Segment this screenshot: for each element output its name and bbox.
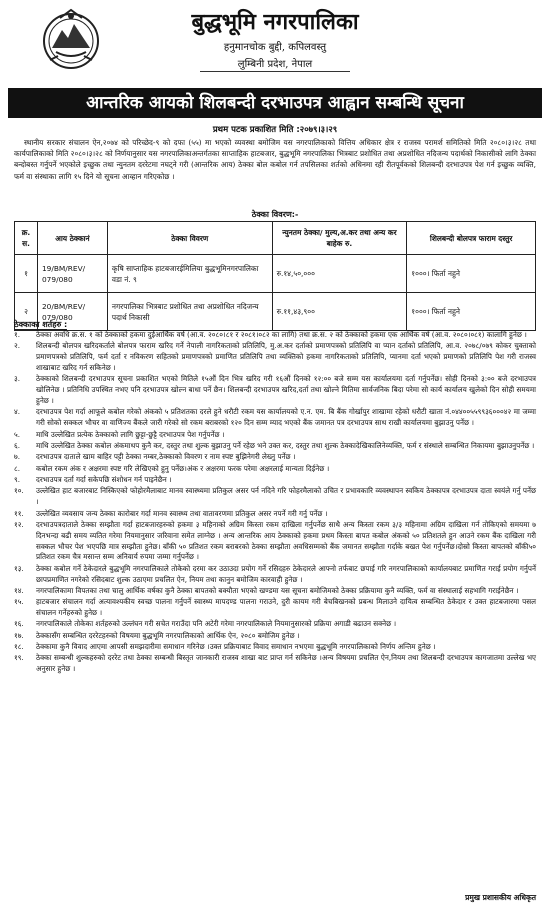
terms-list (14, 330, 536, 676)
address-line-2: लुम्बिनी प्रदेश, नेपाल (237, 59, 313, 70)
term-text: ठेक्काको शिलबन्दी दरभाउपत्र सूचना प्रकाशित भएको मितिले १५औं दिन भित्र खरिद गरी १६औं दिनको १२:०० बजे सम्म यस कार्यालयमा दर्ता गर्नुपर्नेछ। सोही दिनको ३:०० बजे दरभाउपत्र खोलिनेछ । प्रतिनिधि उपस्थित नभए पनि दरभाउपत्र खोल्न बाधा पर्ने छैन। शिलबन्दी दरभाउपत्र खरिद,दर्ता तथा खोल्ने मितिमा सार्वजनिक बिदा परेमा सो कार्य कार्यालय खुलेको दिन सोही समयमा हुनेछ । (36, 374, 536, 406)
column-header-sn: क्र. स. (15, 222, 38, 255)
term-item (14, 642, 536, 653)
term-item (14, 407, 536, 429)
term-text: दरभाउपत्र पेश गर्दा आफूले कबोल गरेको अंकको ५ प्रतिशतका दरले हुने धरौटी रकम यस कार्यालयको ए.न. एम. बि बैंक गोर्खापुर शाखामा रहेको धरौटी खाता नं.०४४००५५९९३६०००४२ मा जम्मा गरी सोको सक्कल भौचर वा वाणिज्य बैंकले जारी गरेको सो रकम बराबरको १२० दिन सम्म म्याद भएको बैंक जमानत पत्र दरभाउपत्र साथ राखी कार्यालयमा बुझाउनु पर्नेछ । (36, 407, 536, 428)
term-item (14, 486, 536, 508)
terms-heading (14, 319, 67, 330)
column-header-form-fee: शिलबन्दी बोलपत्र फाराम दस्तुर (407, 222, 536, 255)
publish-date: प्रथम पटक प्रकाशित मिति :२०७९।३।२९ (212, 125, 338, 135)
term-number: १६. (14, 619, 24, 629)
term-item (14, 653, 536, 675)
tender-table (14, 221, 536, 331)
table-row (15, 255, 536, 293)
term-text: माथि उल्लेखित ठेक्का कबोल अंकमाथप कुनै कर, दस्तुर तथा शुल्क बुझाउनु पर्ने रहेछ भने उक्त कर, दस्तुर तथा शुल्क ठेक्कादेखिकालिनेव्यक्ति, फर्म र संस्थाले सम्बन्धित निकायमा बुझाउनुपर्नेछ । (36, 440, 535, 450)
term-item (14, 374, 536, 407)
term-number: ३. (14, 374, 21, 384)
term-number: १०. (14, 486, 24, 496)
cell-sn: २ (15, 293, 38, 331)
term-text: नगरपालिकामा विपतका तथा चालु आर्थिक वर्षका कुनै ठेक्का बापतको बक्यौता भएको खण्डमा यस सूचना बमोजिमको ठेक्का प्रक्रियामा कुनै व्यक्ति, फर्म वा संस्थालाई सहभागि गराईनेछैन । (36, 585, 519, 595)
signature-title: प्रमुख प्रशासकीय अधिकृत (465, 893, 536, 902)
term-text: ठेक्का सम्बन्धी शुल्कहरुको दररेट तथा ठेक्का सम्बन्धी बिस्तृत जानकारी राजस्व शाखा बाट प्राप्त गर्न सकिनेछ ।अन्य विषयमा प्रचलित ऐन,नियम तथा शिलबन्दी दरभाउपत्र कागजातमा उल्लेख भए अनुसार हुनेछ । (36, 653, 536, 674)
term-text: ठेक्कामा कुनै विवाद आएमा आपसी समझदारीमा समाधान गरिनेछ ।उक्त प्रक्रियाबाट विवाद समाधान नभएमा बुद्धभूमि नगरपालिकाको निर्णय अन्तिम हुनेछ । (36, 642, 436, 652)
term-number: ९. (14, 474, 21, 484)
term-text: कबोल रकम अंक र अक्षरमा स्पष्ट गरि लेखिएको हुनु पर्नेछ।अंक र अक्षरमा फरक परेमा अक्षरलाई मान्यता दिईनेछ । (36, 463, 330, 473)
term-number: ४. (14, 407, 21, 417)
term-number: ८. (14, 463, 21, 473)
term-text: माथि उल्लेखित प्रत्येक ठेक्काको लागि छुट्टा-छुट्टै दरभाउपत्र पेश गर्नुपर्नेछ । (36, 429, 225, 439)
term-number: ७. (14, 452, 21, 462)
term-item (14, 520, 536, 563)
term-item (14, 509, 536, 520)
letterhead (0, 0, 550, 92)
term-number: १५. (14, 597, 24, 607)
cell-description: नगरपालिका भित्रबाट प्रशोधित तथा अप्रशोधित नदिजन्य पदार्थ निकासी (107, 293, 272, 331)
term-text: उल्लेखित व्यवसाय जन्य ठेक्का कारोबार गर्दा मानव स्वास्थ्य तथा वातावरणमा प्रतिकुल असर नपर्ने गरी गर्नु पर्नेछ । (36, 508, 328, 518)
term-item (14, 564, 536, 586)
term-item (14, 430, 536, 441)
terms-heading-text: ठेक्काका शर्तहरु : (14, 320, 68, 329)
term-item (14, 586, 536, 597)
term-text: दरभाउपत्रदाताले ठेक्का सम्झौता गर्दा हाटबजारहरुको हकमा ३ महिनाको अग्रिम किस्ता रकम दाखिला गर्नुपर्नेछ साथै अन्य किस्ता रकम ३/३ महिनामा अग्रिम दाखिला गर्न तोकिएको समयमा ७ दिनभन्दा बढी समय व्यतित गरेमा नियमानुसार जरिवाना समेत लाग्नेछ । अन्य आन्तरिक आय ठेक्काको हकमा प्रथम किस्ता बापत कबोल अंकको ५० प्रतिशतले हुन आउने रकम बैंक दाखिला गरी सक्कल भौचर पेश भएपछि मात्र सम्झौता हुनेछ। बाँकी ५० प्रतिशत रकम बराबरको ठेक्का सम्झौता अवधिसम्मको बैंक जमानत सम्झौता गर्दाके बखत पेश गर्नुपर्नेछ।दोस्रो किस्ता बापतको बाँकी५० प्रतिशत रकम चैत्र मसान्त सम्म अनिवार्य रुपमा जम्मा गर्नुपर्नेछ । (36, 519, 536, 562)
term-item (14, 441, 536, 452)
cell-tender-no: 20/BM/REV/ 079/080 (37, 293, 107, 331)
term-text: उल्लेखित हाट बजारबाट निस्किएको फोहोरमैलाबाट मानव स्वास्थ्यमा प्रतिकुल असर पर्न नदिने गरि फोहरमैलाको उचित र प्रभावकारि व्यवस्थापन स्वकिय ठेक्कापत्र दरभाउपत्र दाता स्वयंले गर्नु पर्नेछ । (36, 486, 536, 507)
term-text: हाटबजार संचालन गर्दा अत्यावश्यकीय स्वच्छ पालना गर्नुपर्ने स्वास्थ्य मापदण्ड पालना गराउने, दुरी कायम गरी बेचबिखनको प्रबन्ध मिलाउने दायित्व सम्बन्धित ठेकेदार र उक्त हाटबजारमा पसल संचालन गर्नेहरुको हुनेछ । (36, 597, 536, 618)
column-header-min-amount: न्युनतम ठेक्का/ मुल्य,अ.कर तथा अन्य कर बाहेक रु. (272, 222, 407, 255)
term-text: ठेक्का अवधि क्र.स. १ को ठेक्काको हकमा दुईआर्थिक वर्ष (आ.व. २०८०।८१ र २०८१।०८२ का लागि) तथा क्र.स. २ को ठेक्काको हकमा एक आर्थिक वर्ष (आ.व. २०८०।०८१) कालागि हुनेछ । (36, 330, 527, 339)
cell-description: कृषि साप्ताहिक हाटबजारईमिलिया बुद्धभूमिनगरपालिका वडा नं. ९ (107, 255, 272, 293)
term-item (14, 341, 536, 374)
column-header-description: ठेक्का विवरण (107, 222, 272, 255)
notice-title: आन्तरिक आयको शिलबन्दी दरभाउपत्र आह्वान सम्बन्धि सूचना (8, 88, 542, 118)
term-text: नगरपालिकाले तोकेका शर्तहरुको उल्लंघन गरी सचेत गराउँदा पनि अटेरी गरेमा नगरपालिकाले नियमानुसारको प्रक्रिया अगाडी बढाउन सक्नेछ । (36, 619, 397, 629)
term-number: १२. (14, 519, 24, 529)
cell-min-amount: रु.१४,५०,००० (272, 255, 407, 293)
organization-name: बुद्धभूमि नगरपालिका (191, 9, 359, 35)
term-text: ठेक्कासँग सम्बन्धित दररेटहरुको विषयमा बुद्धभूमि नगरपालिकाको आर्थिक ऐन, २०८० बमोजिम हुनेछ । (36, 630, 300, 640)
term-number: ६. (14, 440, 21, 450)
term-text: दरभाउपत्र दर्ता गर्दा सकेपछि संशोधन गर्न पाइनेछैन । (36, 474, 172, 484)
term-item (14, 464, 536, 475)
term-item (14, 631, 536, 642)
header-underline (200, 71, 350, 72)
cell-form-fee: १०००। फिर्ता नहुने (407, 255, 536, 293)
term-item (14, 452, 536, 463)
term-item (14, 475, 536, 486)
term-text: शिलबन्दी बोलपत्र खरिदकर्ताले बोलपत्र फाराम खरिद गर्ने नेपाली नागरिकताको प्रतिलिपि, मु.अ.कर दर्ताको प्रमाणपत्रको प्रतिलिपि वा प्यान दर्ताको प्रतिलिपि, आ.व. २०७८/०७९ कोकर चुक्ताको प्रमाणपत्रको प्रतिलिपि, फर्म दर्ता र नविकरण सहितको प्रमाणपत्रको प्रमाणित प्रतिलिपि तथा व्यक्तिको हकमा नागरिकताको प्रतिलिपि, प्यानमा दर्ता भएको प्रमाणको प्रतिलिपि पेश गरी राजस्व शाखाबाट खरिद गर्न सकिनेछ । (36, 341, 536, 373)
address-line-1: हनुमानचोक बुद्दी, कपिलवस्तु (223, 42, 327, 53)
term-item (14, 597, 536, 619)
term-number: ५. (14, 429, 21, 439)
cell-tender-no: 19/BM/REV/ 079/080 (37, 255, 107, 293)
term-text: दरभाउपत्र दाताले खाम बाहिर पट्टी ठेक्का नम्बर,ठेक्काको विवरण र नाम स्पष्ट बुझिनेगरी लेख्नु पर्नेछ । (36, 452, 296, 462)
table-row (15, 293, 536, 331)
cell-sn: १ (15, 255, 38, 293)
term-item (14, 619, 536, 630)
term-text: ठेक्का कबोल गर्ने ठेकेदारले बुद्धभूमि नगरपालिकाले तोकेको दरमा कर उठाउदा प्रयोग गर्ने रसिदहरु ठेकेदारले आफ्नो तर्फबाट छपाई गरि नगरपालिकाको कार्यालयबाट प्रमाणित गराई प्रयोग गर्नुपर्ने छापप्रमाणित नगरेको रसिदबाट शुल्क उठाएमा प्रचलित ऐन, नियम तथा कानुन बमोजिम कारवाही हुनेछ । (36, 563, 536, 584)
term-number: ११. (14, 508, 24, 518)
term-number: १७. (14, 630, 24, 640)
term-number: १. (14, 330, 21, 339)
column-header-tender-no: आय ठेक्कानं (37, 222, 107, 255)
table-header-row (15, 222, 536, 255)
term-number: १४. (14, 585, 24, 595)
table-heading: ठेक्का विवरण:- (251, 210, 299, 219)
intro-paragraph: स्थानीय सरकार संचालन ऐन,२०७४ को परिच्छेद-९ को दफा (५५) मा भएको व्यवस्था बमोजिम यस नगरपालिकाको वित्तिय अधिकार क्षेत्र र राजस्व परामर्श समितिको मिति २०८०।३।२८ तथा कार्यपालिकाको मिति २०८०।३।२८ को निर्णयानुसार यस नगरपालिकाअन्तर्गतका साप्ताहिक हाटबजार, बुद्धभूमि नगरपालिका भित्रबाट प्रशोधित तथा अप्रशोधित नदिजन्य पदार्थको निकासीको लागि ठेक्का बन्दोबस्त गर्नुपर्ने भएकोले इच्छुक तथा न्युनतम दररेटमा नघट्ने गरी (आन्तरिक आय) ठेक्का बोल कबोल गर्न तपसिलका शर्तको अधिनमा रही रीतपूर्वकको शिलबन्दी दरभाउपत्र पेश गर्न इच्छुक व्यक्ति, फर्म वा संस्थाका लागि १५ दिने यो सूचना आव्हान गरिएकोछ । (14, 138, 536, 181)
term-number: २. (14, 341, 21, 351)
cell-form-fee: १०००। फिर्ता नहुने (407, 293, 536, 331)
term-number: १३. (14, 563, 24, 573)
term-number: १८. (14, 642, 24, 652)
term-number: १९. (14, 653, 24, 663)
cell-min-amount: रु.११,४३,९०० (272, 293, 407, 331)
term-item (14, 330, 536, 341)
